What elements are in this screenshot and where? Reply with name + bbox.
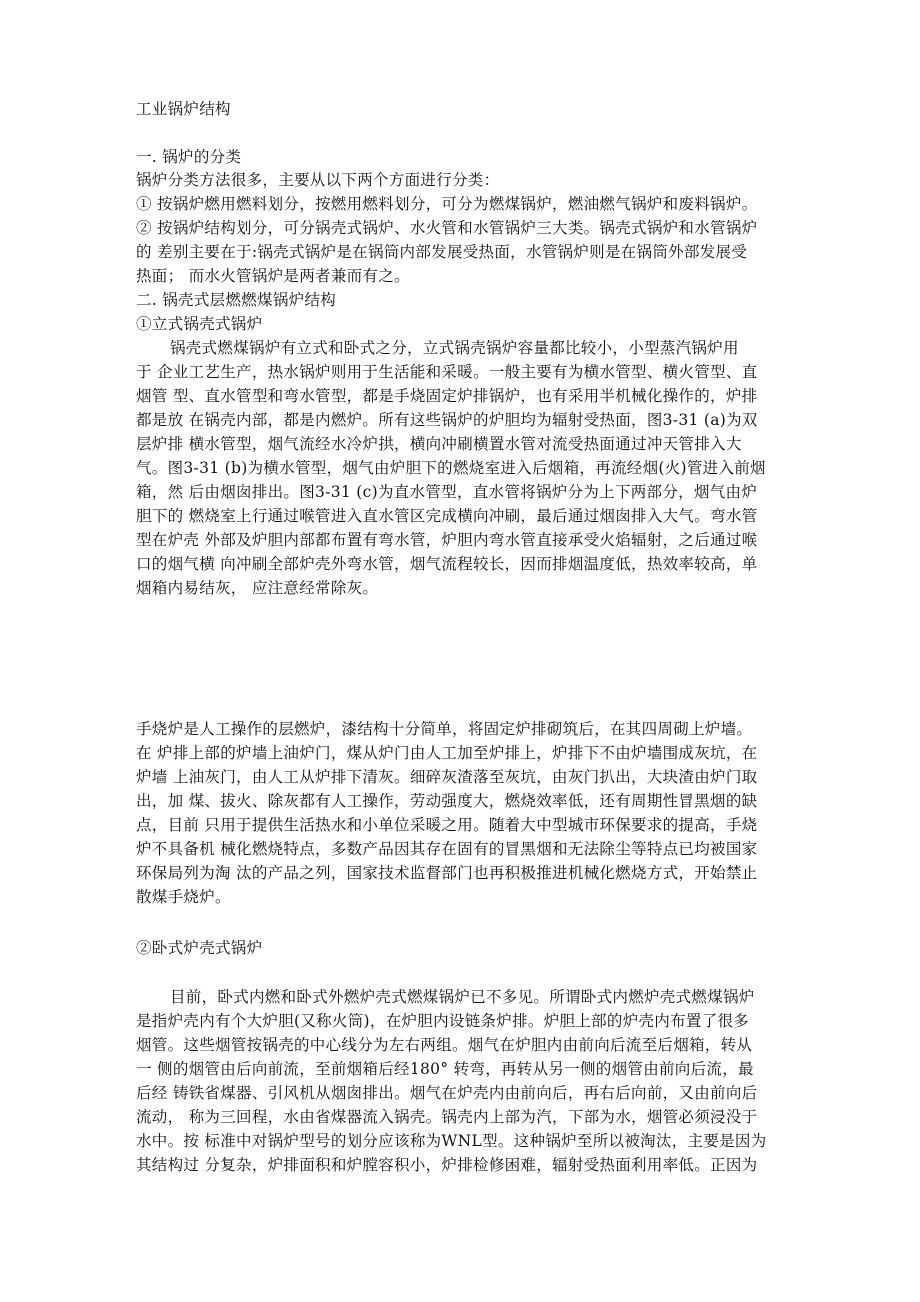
- paragraph-line: 在 炉排上部的炉墙上油炉门，煤从炉门由人工加至炉排上，炉排下不由炉墙围成灰坑，在: [136, 744, 758, 762]
- paragraph-line: 水中。按 标准中对锅炉型号的划分应该称为WNL型。这种锅炉至所以被淘汰，主要是因为: [136, 1132, 767, 1150]
- section1-line: 锅炉分类方法很多，主要从以下两个方面进行分类：: [136, 171, 500, 189]
- paragraph-line: 都是放 在锅壳内部，都是内燃炉。所有这些锅炉的炉胆均为辐射受热面，图3-31 (a)为双: [136, 411, 758, 429]
- paragraph-line: 出，加 煤、拔火、除灰都有人工操作，劳动强度大，燃烧效率低，还有周期性冒黑烟的缺: [136, 792, 758, 810]
- section1-line: 的 差别主要在于:锅壳式锅炉是在锅筒内部发展受热面，水管锅炉则是在锅筒外部发展受: [136, 243, 748, 261]
- paragraph-line: 胆下的 燃烧室上行通过喉管进入直水管区完成横向冲刷，最后通过烟囱排入大气。弯水管: [136, 507, 758, 525]
- section1-heading: 一. 锅炉的分类: [136, 148, 242, 166]
- paragraph-line: 口的烟气横 向冲刷全部炉壳外弯水管，烟气流程较长，因而排烟温度低，热效率较高，单: [136, 555, 758, 573]
- paragraph-line: 气。图3-31 (b)为横水管型，烟气由炉胆下的燃烧室进入后烟箱，再流经烟(火)管进入前烟: [136, 459, 766, 477]
- paragraph-line: 目前，卧式内燃和卧式外燃炉壳式燃煤锅炉已不多见。所谓卧式内燃炉壳式燃煤锅炉: [170, 988, 755, 1006]
- paragraph-line: 后经 铸铁省煤器、引风机从烟囱排出。烟气在炉壳内由前向后，再右后向前，又由前向后: [136, 1084, 758, 1102]
- subsection-vertical-heading: ①立式锅壳式锅炉: [136, 315, 263, 333]
- paragraph-line: 流动， 称为三回程，水由省煤器流入锅壳。锅壳内上部为汽，下部为水，烟管必须浸没于: [136, 1108, 758, 1126]
- document-title: 工业锅炉结构: [136, 100, 231, 118]
- paragraph-line: 其结构过 分复杂，炉排面积和炉膛容积小，炉排检修困难，辐射受热面利用率低。正因为: [136, 1156, 758, 1174]
- paragraph-line: 层炉排 横水管型，烟气流经水冷炉拱，横向冲刷横置水管对流受热面通过冲天管排入大: [136, 435, 742, 453]
- paragraph-line: 炉墙 上油灰门，由人工从炉排下清灰。细碎灰渣落至灰坑，由灰门扒出，大块渣由炉门取: [136, 768, 758, 786]
- paragraph-line: 烟管。这些烟管按锅壳的中心线分为左右两组。烟气在炉胆内由前向后流至后烟箱，转从: [136, 1036, 753, 1054]
- paragraph-line: 锅壳式燃煤锅炉有立式和卧式之分，立式锅壳锅炉容量都比较小，小型蒸汽锅炉用: [170, 339, 739, 357]
- paragraph-line: 一 侧的烟管由后向前流，至前烟箱后经180° 转弯，再转从另一侧的烟管由前向后流，最: [136, 1060, 754, 1078]
- section2-heading: 二. 锅壳式层燃燃煤锅炉结构: [136, 291, 337, 309]
- section1-line: 热面； 而水火管锅炉是两者兼而有之。: [136, 267, 410, 285]
- paragraph-line: 烟管 型、直水管型和弯水管型，都是手烧固定炉排锅炉，也有采用半机械化操作的，炉排: [136, 387, 758, 405]
- paragraph-line: 型在炉壳 外部及炉胆内部都布置有弯水管，炉胆内弯水管直接承受火焰辐射，之后通过喉: [136, 531, 758, 549]
- section1-line: ① 按锅炉燃用燃料划分，按燃用燃料划分，可分为燃煤锅炉，燃油燃气锅炉和废料锅炉。: [136, 195, 758, 213]
- paragraph-line: 散煤手烧炉。: [136, 888, 231, 906]
- paragraph-line: 箱，然 后由烟囱排出。图3-31 (c)为直水管型，直水管将锅炉分为上下两部分，烟气由炉: [136, 483, 758, 501]
- paragraph-line: 环保局列为淘 汰的产品之列，国家技术监督部门也再积极推进机械化燃烧方式，开始禁止: [136, 864, 758, 882]
- subsection-horizontal-heading: ②卧式炉壳式锅炉: [136, 939, 263, 957]
- paragraph-line: 手烧炉是人工操作的层燃炉，漆结构十分简单，将固定炉排砌筑后，在其四周砌上炉墙。: [136, 720, 753, 738]
- paragraph-line: 于 企业工艺生产，热水锅炉则用于生活能和采暖。一般主要有为横水管型、横火管型、直: [136, 363, 758, 381]
- paragraph-line: 烟箱内易结灰， 应注意经常除灰。: [136, 579, 379, 597]
- paragraph-line: 点，目前 只用于提供生活热水和小单位采暖之用。随着大中型城市环保要求的提高，手烧: [136, 816, 758, 834]
- section1-line: ② 按锅炉结构划分，可分锅壳式锅炉、水火管和水管锅炉三大类。锅壳式锅炉和水管锅炉: [136, 219, 758, 237]
- paragraph-line: 是指炉壳内有个大炉胆(又称火筒)，在炉胆内设链条炉排。炉胆上部的炉壳内布置了很多: [136, 1012, 750, 1030]
- paragraph-line: 炉不具备机 械化燃烧特点，多数产品因其存在固有的冒黑烟和无法除尘等特点已均被国家: [136, 840, 758, 858]
